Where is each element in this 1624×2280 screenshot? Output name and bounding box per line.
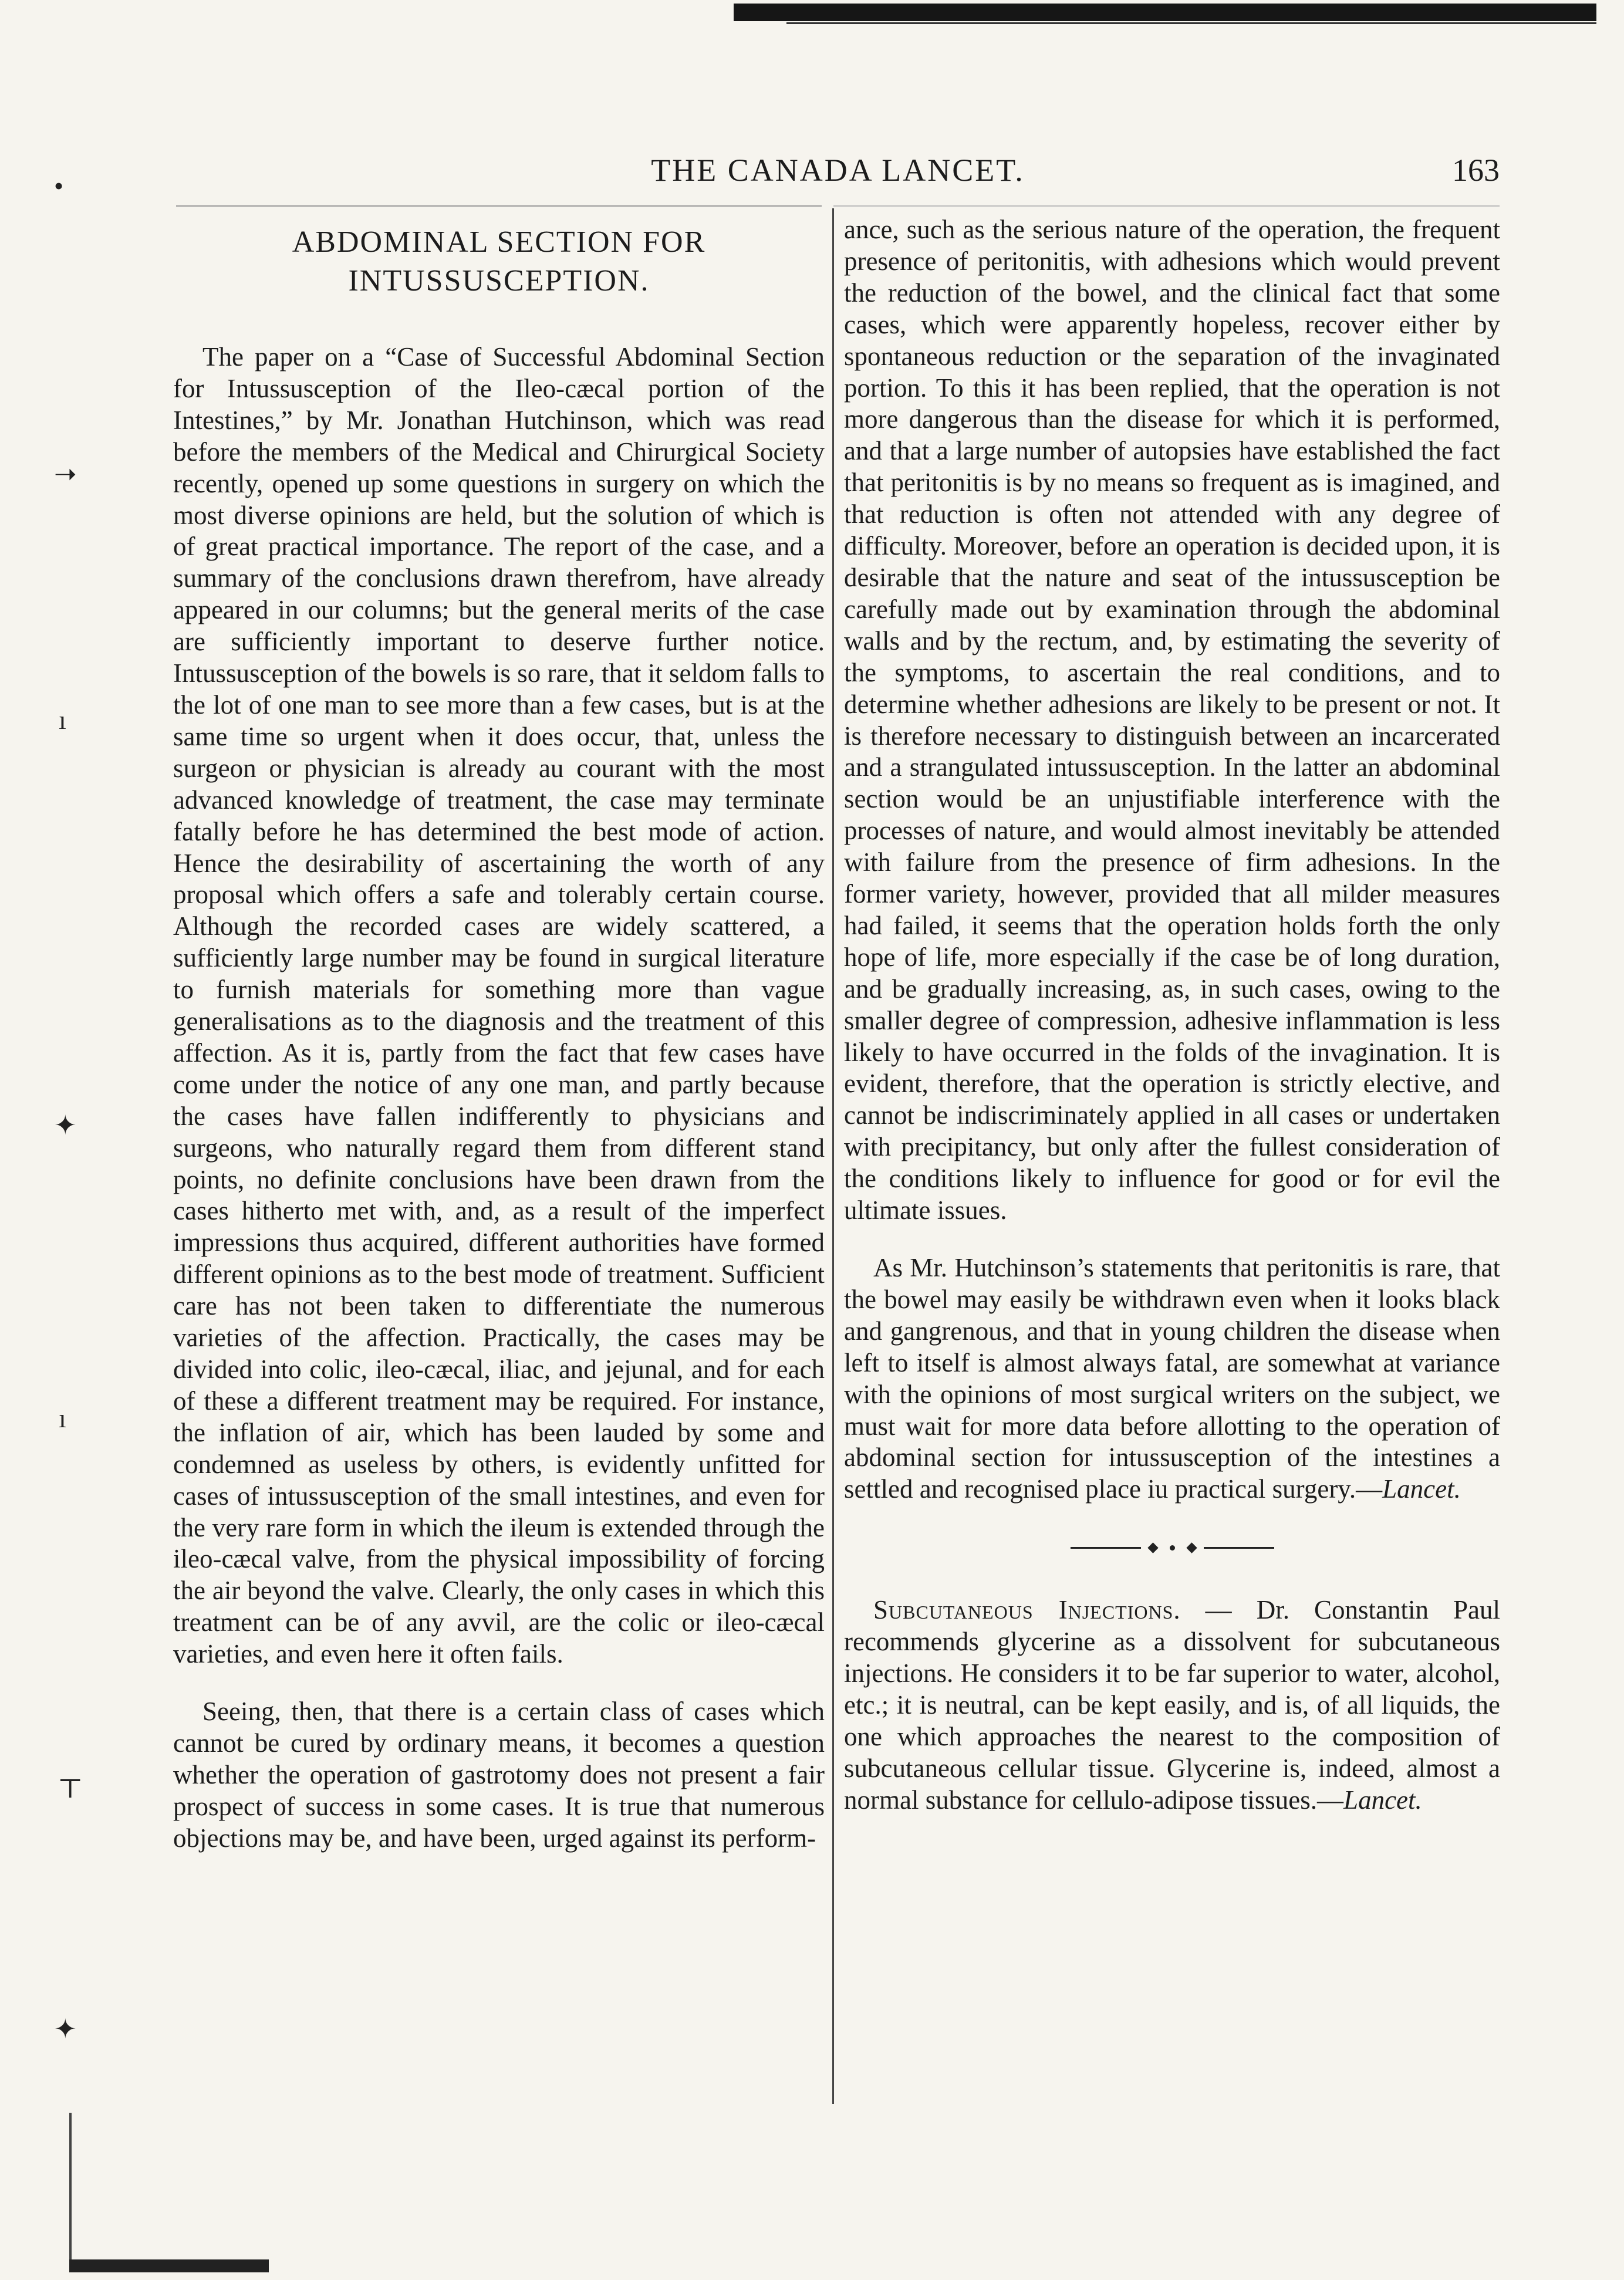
margin-arrow-mark: ➝ [54,459,77,489]
margin-cross-mark: ✦ [54,1110,77,1140]
section-ornament [844,1542,1500,1553]
margin-cross-mark: ✦ [54,2014,77,2044]
article-source: Lancet. [1382,1474,1461,1504]
margin-tick-mark: ı [59,1403,66,1433]
article-paragraph-continued: ance, such as the serious nature of the operation, the frequent presence of peritonitis, with adhesions which would prevent the reduction of the bowel, and the clinical fact that some cases, which were apparently hopeless, recover either by spontaneous reduction or the separation of the invaginated portion. To this it has been replied, that the operation is not more dangerous than the disease for which it is performed, and that a large number of autopsies have established the fact that peritonitis is by no means so frequent as is imagined, and that reduction is often not attended with any degree of difficulty. Moreover, before an operation is decided upon, it is desirable that the nature and seat of the intussusception be carefully made out by examination through the abdominal walls and by the rectum, and, by estimating the severity of the symptoms, to ascertain the real conditions, and to determine whether adhesions are likely to be present or not. It is therefore necessary to distinguish between an incarcerated and a strangulated intussusception. In the latter an abdominal section would be an unjustifiable interference with the processes of nature, and would almost inevitably be attended with failure from the presence of firm adhesions. In the former variety, however, provided that all milder measures had failed, it seems that the operation holds forth the only hope of life, more especially if the case be of long duration, and be gradually increasing, as, in such cases, owing to the smaller degree of compression, adhesive inflammation is less likely to have occurred in the folds of the invagination. It is evident, therefore, that the operation is strictly elective, and cannot be indiscriminately applied in all cases or undertaken with precipitancy, but only after the fullest consideration of the conditions likely to influence for good or for evil the ultimate issues. [844,215,1500,1225]
note-body: — Dr. Constantin Paul recommends glycerine as a dissolvent for subcutaneous injections. He considers it to be far superior to water, alcohol, etc.; it is neutral, can be kept easily, and is, of all liquids, the one which approaches the nearest to the composition of subcutaneous cellular tissue. Glycerine is, indeed, almost a normal substance for cellulo-adipose tissues.— [844,1595,1501,1815]
running-title: THE CANADA LANCET. [651,153,1025,188]
margin-bullet-mark: • [54,171,64,201]
right-column [844,214,1500,1816]
note-paragraph [844,1595,1500,1816]
article-paragraph [844,1252,1500,1505]
header-rule-left [176,205,822,207]
article-closing-text: As Mr. Hutchinson’s statements that peritonitis is rare, that the bowel may easily be withdrawn even when it looks black and gangrenous, and that in young children the disease when left to itself is almost always fatal, are somewhat at variance with the opinions of most surgical writers on the subject, we must wait for more data before allotting to the operation of abdominal section for intussusception of the intestines a settled and recognised place iu practical surgery.— [844,1253,1500,1504]
top-rule-thick [734,4,1596,21]
article-paragraph: The paper on a “Case of Successful Abdominal Section for Intussusception of the Ileo-cæcal portion of the Intestines,” by Mr. Jonathan Hutchinson, which was read before the members of the Medical and Chirurgical Society recently, opened up some questions in surgery on which the most diverse opinions are held, but the solution of which is of great practical importance. The report of the case, and a summary of the conclusions drawn therefrom, have already appeared in our columns; but the general merits of the case are sufficiently important to deserve further notice. Intussusception of the bowels is so rare, that it seldom falls to the lot of one man to see more than a few cases, but is at the same time so urgent when it does occur, that, unless the surgeon or physician is already au courant with the most advanced knowledge of treatment, the case may terminate fatally before he has determined the best mode of action. Hence the desirability of ascertaining the worth of any proposal which offers a safe and tolerably certain course. Although the recorded cases are widely scattered, a sufficiently large number may be found in surgical literature to furnish materials for something more than vague generalisations as to the diagnosis and the treatment of this affection. As it is, partly from the fact that few cases have come under the notice of any one man, and partly because the cases have fallen indifferently to physicians and surgeons, who naturally regard them from different stand points, no definite conclusions have been drawn from the cases hitherto met with, and, as a result of the imperfect impressions thus acquired, different authorities have formed different opinions as to the best mode of treatment. Sufficient care has not been taken to differentiate the numerous varieties of the affection. Practically, the cases may be divided into colic, ileo-cæcal, iliac, and jejunal, and for each of these a different treatment may be required. For instance, the inflation of air, which has been lauded by some and condemned as useless by others, is evidently unfitted for cases of intussusception of the small intestines, and even for the very rare form in which the ileum is extended through the ileo-cæcal valve, from the physical impossibility of forcing the air beyond the valve. Clearly, the only cases in which this treatment can be of any avvil, are the colic or ileo-cæcal varieties, and even here it often fails. [173,342,825,1669]
page-header [176,150,1500,191]
page-number: 163 [1452,153,1500,188]
margin-tack-mark: ⊤ [58,1774,83,1803]
margin-tick-mark: ı [59,705,66,735]
left-edge-line [69,2113,72,2259]
article-paragraph: Seeing, then, that there is a certain class of cases which cannot be cured by ordinary means, it becomes a question whether the operation of gastrotomy does not present a fair prospect of success in some cases. It is true that numerous objections may be, and have been, urged against its perform- [173,1697,825,1853]
header-rule-right [833,205,1500,207]
bottom-left-bar [69,2259,269,2272]
article-title: ABDOMINAL SECTION FOR INTUSSUSCEPTION. [292,225,706,298]
note-source: Lancet. [1343,1785,1422,1815]
left-column [173,223,825,1855]
top-rule-thin [786,22,1596,24]
note-heading: Subcutaneous Injections. [873,1595,1181,1625]
column-divider [832,208,834,2104]
